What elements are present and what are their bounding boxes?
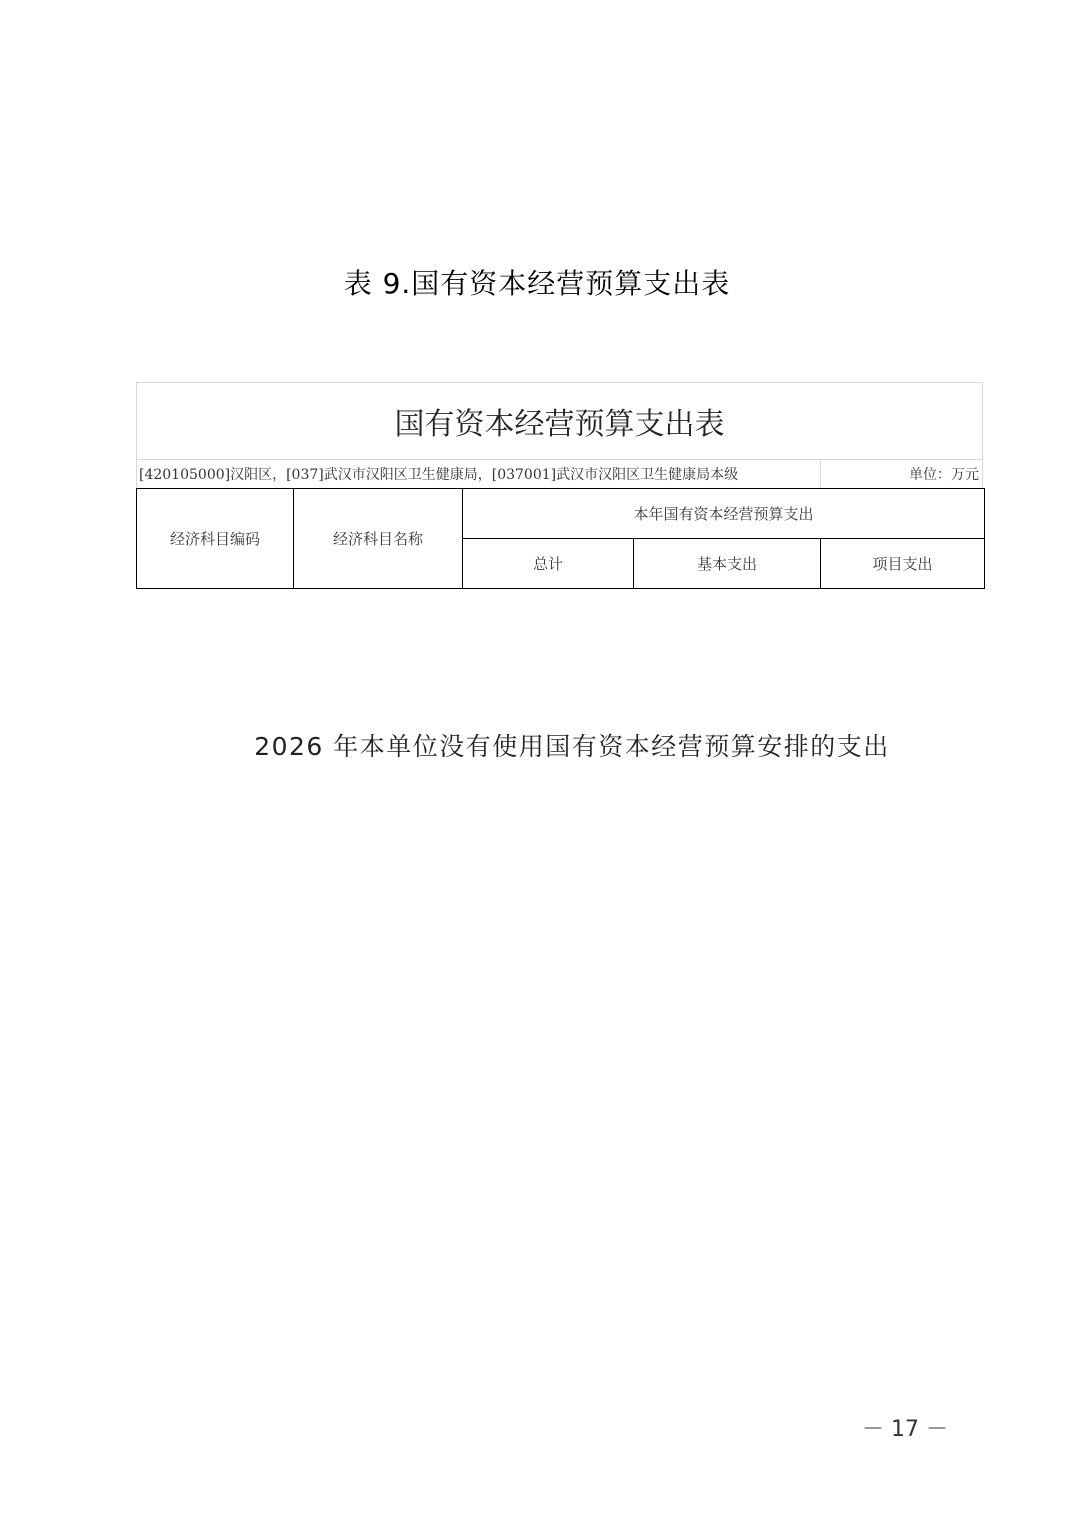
header-project-expenditure: 项目支出 [821,539,985,589]
document-heading: 表 9.国有资本经营预算支出表 [343,267,731,300]
table-header-row [137,489,985,539]
report-currency-unit: 单位：万元 [909,467,979,483]
budget-table [136,488,985,589]
no-expenditure-note: 2026 年本单位没有使用国有资本经营预算安排的支出 [254,732,890,761]
report-frame [136,382,984,588]
report-title: 国有资本经营预算支出表 [136,382,983,460]
report-unit-name: [420105000]汉阳区，[037]武汉市汉阳区卫生健康局，[037001]武汉市汉阳区卫生健康局本级 [139,467,739,483]
header-economic-name: 经济科目名称 [294,489,463,589]
header-total: 总计 [463,539,634,589]
header-economic-code: 经济科目编码 [137,489,294,589]
report-meta-row [136,460,983,488]
meta-divider [820,460,821,488]
header-annual-expenditure: 本年国有资本经营预算支出 [463,489,985,539]
page-number: － 17 － [862,1417,948,1442]
header-basic-expenditure: 基本支出 [634,539,821,589]
